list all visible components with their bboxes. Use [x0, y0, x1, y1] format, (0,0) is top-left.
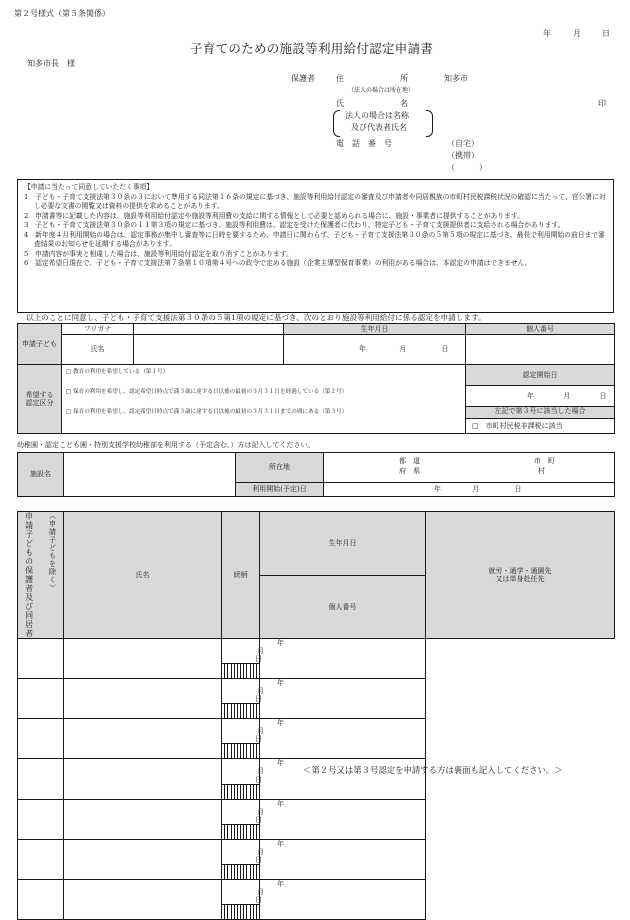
member-relation-input[interactable]: [64, 759, 222, 799]
location-input[interactable]: 都 道 府 県 市 町 村: [324, 453, 615, 483]
address-note: （法人の場合は所在地）: [348, 87, 415, 94]
member-personal-number-input[interactable]: [222, 904, 260, 919]
child-side-label: 申請子ども: [18, 324, 62, 365]
member-work-input[interactable]: [260, 879, 426, 919]
notice-item-1: 1 子ども・子育て支援法第３０条の３において準用する同法第１６条の規定に基づき、施設等利用給付認定の審査及び申請者や同居親族の市町村民税課税状況の確認に当たって、官公署に対し必要な文書の閲覧又は資料の提供を求めることがあります。: [24, 192, 606, 210]
member-name-input[interactable]: [18, 719, 64, 759]
header-date-month: 月: [573, 29, 581, 38]
child-info-table: [17, 323, 615, 434]
notice-item-2: 2 申請書等に記載した内容は、施設等利用給付認定や施設等利用費の支給に関する情報として必要と認められる場合に、施設・事業者に提供することがあります。: [24, 211, 524, 220]
page-title: 子育てのための施設等利用給付認定申請書: [190, 41, 434, 56]
member-birth-input[interactable]: 年月日: [222, 759, 260, 784]
member-birth-input[interactable]: 年月日: [222, 879, 260, 904]
child-name-input[interactable]: [134, 335, 284, 365]
member-work-input[interactable]: [260, 719, 426, 759]
category-option-3[interactable]: □ 保育の利用を希望し、認定希望日時点で満３歳に達する日以後の最初の３月３１日までの間にある（第３号）: [66, 409, 348, 415]
agreement-statement: 以上のことに同意し、子ども・子育て支援法第３０条の５第1項の規定に基づき、次のとおり施設等利用給付に係る認定を申請します。: [26, 313, 486, 322]
member-relation-input[interactable]: [64, 799, 222, 839]
member-name-input[interactable]: [18, 879, 64, 919]
form-number: 第２号様式（第５条関係）: [14, 9, 110, 18]
corporate-note-line2: 及び代表者氏名: [351, 123, 407, 132]
name-header: 氏名: [64, 512, 222, 639]
member-birth-input[interactable]: 年月日: [222, 639, 260, 664]
address-value[interactable]: 知多市: [444, 74, 468, 83]
category-option-2[interactable]: □ 保育の利用を希望し、認定希望日時点で満３歳に達する日以後の最初の３月３１日を経過している（第２号）: [66, 389, 348, 395]
address-label: 住 所: [336, 74, 408, 83]
member-relation-input[interactable]: [64, 839, 222, 879]
kindergarten-table: [17, 452, 615, 497]
start-date-label: 認定開始日: [466, 365, 615, 386]
notice-item-4: 4 新年度４月利用開始の場合は、認定事務が集中し審査等に日時を要するため、申請日に関わらず、子ども・子育て支援法第３０条の５第５項の規定に基づき、最長で利用開始の前日まで審査結果のお知らせを延期する場合があります。: [24, 230, 605, 248]
footer-note: ＜第２号又は第３号認定を申請する方は裏面も記入してください。＞: [303, 765, 563, 775]
personal-number-label: 個人番号: [466, 324, 615, 335]
member-work-input[interactable]: [260, 799, 426, 839]
child-birth-input[interactable]: 年 月 日: [284, 335, 466, 365]
phone-other-label: （ ）: [447, 163, 487, 172]
corporate-name-note: [333, 110, 433, 137]
usage-start-label: 利用開始(予定)日: [236, 483, 324, 497]
member-name-input[interactable]: [18, 839, 64, 879]
phone-mobile-label: （携帯）: [447, 151, 479, 160]
member-birth-input[interactable]: 年月日: [222, 799, 260, 824]
facility-name-input[interactable]: [64, 453, 236, 497]
member-personal-number-input[interactable]: [222, 824, 260, 839]
category-label: 希望する 認定区分: [18, 365, 62, 434]
member-name-input[interactable]: [18, 639, 64, 679]
kindergarten-intro: 幼稚園・認定こども園・特別支援学校幼稚部を利用する（予定含む。）方は記入してください。: [17, 441, 315, 449]
notice-item-6: 6 認定希望日現在で、子ども・子育て支援法第７条第１０項第４号への政令で定める施設（企業主導型保育事業）の利用がある場合は、本認定の申請はできません。: [24, 259, 532, 267]
birth-header: 生年月日: [260, 512, 426, 576]
child-personal-number-input[interactable]: [466, 335, 615, 365]
notice-item-3: 3 子ども・子育て支援法第３０条の１１第３項の規定に基づき、施設等利用費は、認定を受けた保護者に代わり、特定子ども・子育て支援提供者に支給される場合があります。: [24, 221, 565, 229]
member-birth-input[interactable]: 年月日: [222, 719, 260, 744]
member-personal-number-input[interactable]: [222, 704, 260, 719]
tax-exempt-checkbox[interactable]: □ 市町村民税非課税に該当: [472, 422, 563, 430]
header-date-year: 年: [543, 29, 551, 38]
guardian-label: 保護者: [291, 74, 315, 83]
member-work-input[interactable]: [260, 839, 426, 879]
member-personal-number-input[interactable]: [222, 744, 260, 759]
member-relation-input[interactable]: [64, 679, 222, 719]
member-personal-number-input[interactable]: [222, 784, 260, 799]
category-option-1[interactable]: □ 教育の利用を希望している（第１号）: [66, 369, 169, 375]
member-relation-input[interactable]: [64, 639, 222, 679]
consent-notice-box: [17, 179, 614, 313]
header-date-day: 日: [602, 29, 610, 38]
member-name-input[interactable]: [18, 799, 64, 839]
seal-mark: 印: [598, 99, 606, 108]
location-label: 所在地: [236, 453, 324, 483]
household-table: [17, 511, 615, 920]
name-label: 氏 名: [336, 99, 408, 108]
furigana-input[interactable]: [134, 324, 284, 335]
furigana-label: フリガナ: [62, 324, 134, 335]
category-options: [62, 365, 466, 434]
member-personal-number-input[interactable]: [222, 664, 260, 679]
member-work-input[interactable]: [260, 679, 426, 719]
addressee: 知多市長 様: [27, 59, 75, 68]
member-name-input[interactable]: [18, 679, 64, 719]
phone-home-label: （自宅）: [447, 139, 479, 148]
notice-heading: 【申請に当たって同意していただく事項】: [24, 183, 154, 191]
member-personal-number-input[interactable]: [222, 864, 260, 879]
household-side-label: 申請子どもの保護者及び同居者 （申請子どもを除く）: [18, 512, 64, 639]
start-date-input[interactable]: 年 月 日: [466, 386, 615, 407]
birth-label: 生年月日: [284, 324, 466, 335]
usage-start-input[interactable]: 年 月 日: [324, 483, 615, 497]
member-relation-input[interactable]: [64, 719, 222, 759]
member-name-input[interactable]: [18, 759, 64, 799]
number-header: 個人番号: [260, 575, 426, 639]
work-header: 就労・通学・通園先 又は単身赴任先: [426, 512, 615, 639]
member-work-input[interactable]: [260, 639, 426, 679]
member-birth-input[interactable]: 年月日: [222, 679, 260, 704]
phone-label: 電 話 番 号: [336, 139, 392, 148]
child-name-label: 氏名: [62, 335, 134, 365]
notice-item-5: 5 申請内容が事実と相違した場合は、施設等利用給付認定を取り消すことがあります。: [24, 249, 293, 258]
facility-name-label: 施設名: [18, 453, 64, 497]
relation-header: 続柄: [222, 512, 260, 639]
corporate-note-line1: 法人の場合は名称: [345, 111, 409, 120]
third-category-case: 左記で第３号に該当した場合 □ 市町村民税非課税に該当: [466, 407, 615, 434]
member-relation-input[interactable]: [64, 879, 222, 919]
member-birth-input[interactable]: 年月日: [222, 839, 260, 864]
